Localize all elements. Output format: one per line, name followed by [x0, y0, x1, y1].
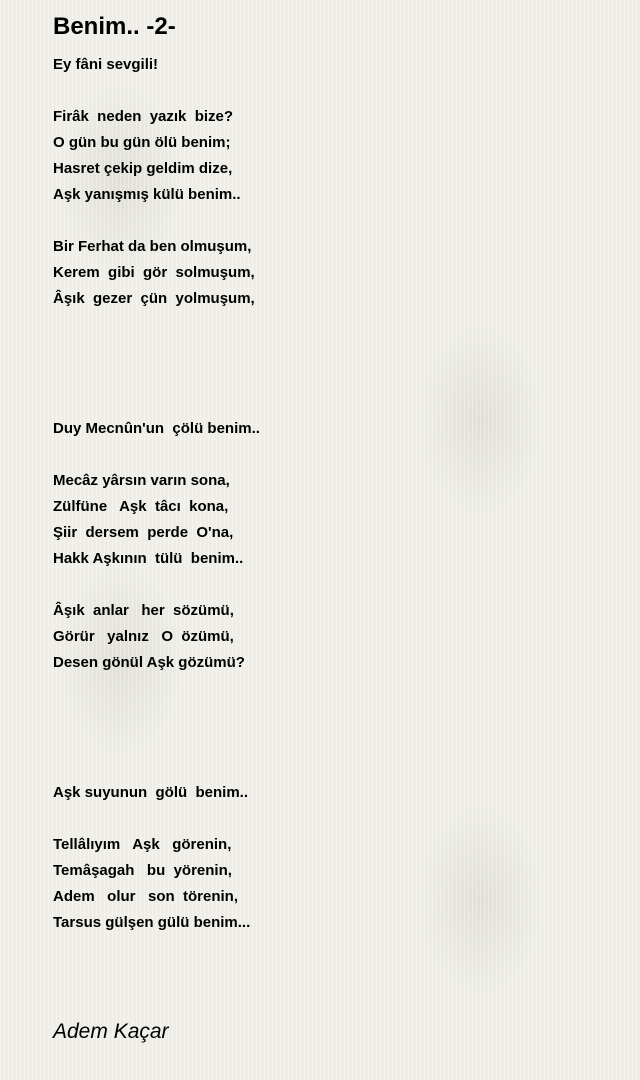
poem-line: Kerem gibi gör solmuşum, — [53, 264, 255, 281]
stanza-gap — [53, 754, 613, 780]
stanza-gap — [53, 312, 613, 338]
stanza-gap — [53, 702, 613, 728]
poem-line: Firâk neden yazık bize? — [53, 108, 234, 125]
poem-line: Zülfüne Aşk tâcı kona, — [53, 498, 229, 515]
poem-line: Hasret çekip geldim dize, — [53, 160, 233, 177]
poem-line: Mecâz yârsın varın sona, — [53, 472, 230, 489]
poem-body — [53, 52, 613, 936]
stanza-gap — [53, 442, 613, 468]
poem-line: Tarsus gülşen gülü benim... — [53, 914, 251, 931]
stanza-gap — [53, 572, 613, 598]
stanza-gap — [53, 208, 613, 234]
stanza-gap — [53, 676, 613, 702]
poem-title: Benim.. -2- — [53, 13, 176, 40]
poem-line: Temâşagah bu yörenin, — [53, 862, 232, 879]
poem-line: Görür yalnız O özümü, — [53, 628, 234, 645]
stanza-gap — [53, 78, 613, 104]
poem-line: Âşık anlar her sözümü, — [53, 602, 234, 619]
poem-line: Tellâlıyım Aşk görenin, — [53, 836, 232, 853]
poem-line: Şiir dersem perde O'na, — [53, 524, 234, 541]
poem-line: Hakk Aşkının tülü benim.. — [53, 550, 244, 567]
poem-line: Aşk yanışmış külü benim.. — [53, 186, 241, 203]
poem-author: Adem Kaçar — [53, 1020, 169, 1043]
poem-line: Âşık gezer çün yolmuşum, — [53, 290, 255, 307]
poem-line: Ey fâni sevgili! — [53, 56, 159, 73]
stanza-gap — [53, 806, 613, 832]
poem-line: Bir Ferhat da ben olmuşum, — [53, 238, 252, 255]
stanza-gap — [53, 338, 613, 364]
poem-line: Aşk suyunun gölü benim.. — [53, 784, 249, 801]
poem-line: O gün bu gün ölü benim; — [53, 134, 231, 151]
poem-line: Desen gönül Aşk gözümü? — [53, 654, 245, 671]
poem-line: Duy Mecnûn'un çölü benim.. — [53, 420, 260, 437]
stanza-gap — [53, 390, 613, 416]
stanza-gap — [53, 728, 613, 754]
stanza-gap — [53, 364, 613, 390]
poem-line: Adem olur son törenin, — [53, 888, 239, 905]
